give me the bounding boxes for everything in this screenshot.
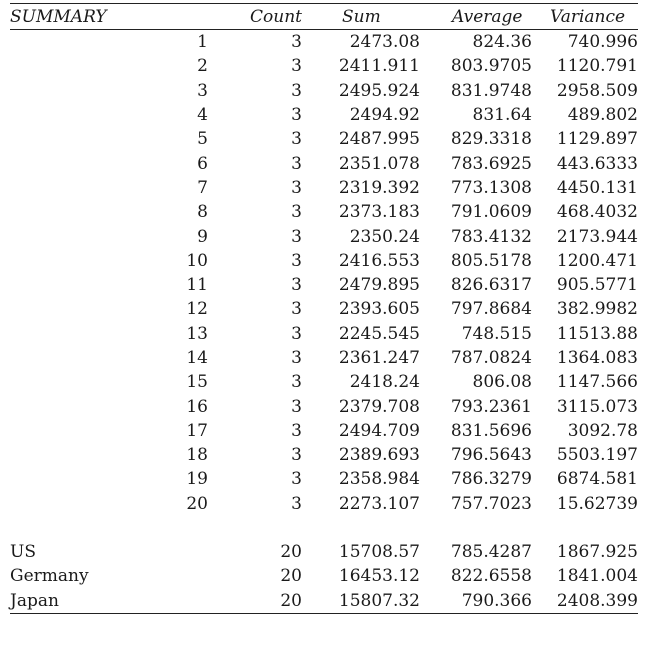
row-variance-cell: 15.62739 xyxy=(556,493,638,514)
group-row xyxy=(10,540,638,564)
header-blank xyxy=(140,4,208,30)
group-average-cell: 790.366 xyxy=(420,589,532,614)
row-label-cell: 19 xyxy=(186,469,208,490)
blank-cell xyxy=(10,176,140,200)
row-variance-cell: 1364.083 xyxy=(556,348,638,368)
group-sum-cell: 15708.57 xyxy=(338,542,420,563)
row-average-cell: 805.5178 xyxy=(450,250,532,271)
group-row xyxy=(10,564,638,588)
blank-cell xyxy=(10,370,140,394)
group-variance-cell: 1867.925 xyxy=(556,542,638,563)
table-row xyxy=(10,394,638,418)
blank-cell xyxy=(10,322,140,346)
row-count-cell: 3 xyxy=(291,323,302,344)
blank-cell xyxy=(10,200,140,224)
header-summary: SUMMARY xyxy=(10,6,107,27)
blank-cell xyxy=(10,394,140,418)
row-count-cell: 3 xyxy=(291,105,302,126)
row-variance-cell: 443.6333 xyxy=(556,153,638,174)
table-row xyxy=(10,176,638,200)
row-variance-cell: 468.4032 xyxy=(556,202,638,223)
row-count-cell: 3 xyxy=(291,32,302,53)
row-label-cell: 14 xyxy=(186,348,208,368)
table-row xyxy=(10,151,638,175)
row-count-cell: 3 xyxy=(291,226,302,247)
row-label-cell: 15 xyxy=(186,372,208,393)
spacer-cell xyxy=(10,516,638,540)
row-average-cell: 831.5696 xyxy=(450,420,532,441)
row-sum-cell: 2494.709 xyxy=(338,420,420,441)
row-average-cell: 829.3318 xyxy=(450,129,532,150)
row-variance-cell: 11513.88 xyxy=(556,323,638,344)
row-count-cell: 3 xyxy=(291,469,302,490)
row-variance-cell: 382.9982 xyxy=(556,299,638,320)
table-row xyxy=(10,322,638,346)
group-average-cell: 785.4287 xyxy=(450,542,532,563)
row-count-cell: 3 xyxy=(291,80,302,101)
row-sum-cell: 2350.24 xyxy=(349,226,420,247)
row-variance-cell: 1200.471 xyxy=(556,250,638,271)
group-label-cell: Japan xyxy=(10,589,208,614)
table-row xyxy=(10,54,638,78)
blank-cell xyxy=(10,127,140,151)
row-label-cell: 18 xyxy=(186,445,208,466)
row-sum-cell: 2393.605 xyxy=(338,299,420,320)
group-count-cell: 20 xyxy=(280,566,302,587)
blank-cell xyxy=(10,297,140,321)
row-variance-cell: 5503.197 xyxy=(556,445,638,466)
row-label-cell: 20 xyxy=(186,493,208,514)
blank-cell xyxy=(10,467,140,491)
header-sum-cell xyxy=(302,4,420,30)
row-variance-cell: 489.802 xyxy=(567,105,638,126)
blank-cell xyxy=(10,273,140,297)
table-row xyxy=(10,224,638,248)
blank-cell xyxy=(10,249,140,273)
table-row xyxy=(10,443,638,467)
header-average-cell xyxy=(420,4,532,30)
row-average-cell: 796.5643 xyxy=(450,445,532,466)
row-sum-cell: 2495.924 xyxy=(338,80,420,101)
table-row xyxy=(10,249,638,273)
row-average-cell: 797.8684 xyxy=(450,299,532,320)
row-count-cell: 3 xyxy=(291,396,302,417)
row-sum-cell: 2361.247 xyxy=(338,348,420,368)
row-sum-cell: 2379.708 xyxy=(338,396,420,417)
row-average-cell: 773.1308 xyxy=(450,177,532,198)
row-count-cell: 3 xyxy=(291,129,302,150)
row-variance-cell: 2958.509 xyxy=(556,80,638,101)
blank-cell xyxy=(10,151,140,175)
table-row xyxy=(10,79,638,103)
group-sum-cell: 15807.32 xyxy=(302,589,420,614)
row-count-cell: 3 xyxy=(291,372,302,393)
row-label-cell: 13 xyxy=(186,323,208,344)
row-label-cell: 4 xyxy=(197,105,208,126)
group-row xyxy=(10,589,638,614)
row-label-cell: 1 xyxy=(197,32,208,53)
row-average-cell: 803.9705 xyxy=(450,56,532,77)
row-label-cell: 17 xyxy=(186,420,208,441)
row-variance-cell: 905.5771 xyxy=(556,275,638,296)
row-variance-cell: 6874.581 xyxy=(556,469,638,490)
table-row xyxy=(10,346,638,370)
group-average-cell: 822.6558 xyxy=(450,566,532,587)
header-average: Average xyxy=(452,6,523,27)
row-count-cell: 3 xyxy=(291,56,302,77)
group-variance-cell: 1841.004 xyxy=(556,566,638,587)
row-count-cell: 3 xyxy=(291,250,302,271)
row-average-cell: 748.515 xyxy=(461,323,532,344)
row-sum-cell: 2418.24 xyxy=(349,372,420,393)
header-variance-cell xyxy=(532,4,638,30)
row-count-cell: 3 xyxy=(291,348,302,368)
group-variance-cell: 2408.399 xyxy=(532,589,638,614)
row-average-cell: 824.36 xyxy=(472,32,532,53)
row-average-cell: 793.2361 xyxy=(450,396,532,417)
table-row xyxy=(10,103,638,127)
row-count-cell: 3 xyxy=(291,153,302,174)
row-average-cell: 791.0609 xyxy=(450,202,532,223)
row-label-cell: 2 xyxy=(197,56,208,77)
row-average-cell: 831.64 xyxy=(472,105,532,126)
row-sum-cell: 2479.895 xyxy=(338,275,420,296)
summary-table-container xyxy=(10,3,638,614)
group-label-cell: Germany xyxy=(10,566,89,587)
table-row xyxy=(10,273,638,297)
row-sum-cell: 2319.392 xyxy=(338,177,420,198)
table-row xyxy=(10,200,638,224)
blank-cell xyxy=(10,224,140,248)
row-variance-cell: 4450.131 xyxy=(556,177,638,198)
row-label-cell: 5 xyxy=(197,129,208,150)
row-sum-cell: 2416.553 xyxy=(338,250,420,271)
row-count-cell: 3 xyxy=(291,275,302,296)
row-variance-cell: 3115.073 xyxy=(556,396,638,417)
table-row xyxy=(10,419,638,443)
row-sum-cell: 2373.183 xyxy=(338,202,420,223)
row-average-cell: 783.6925 xyxy=(450,153,532,174)
blank-cell xyxy=(10,103,140,127)
blank-cell xyxy=(10,79,140,103)
row-count-cell: 3 xyxy=(291,202,302,223)
row-variance-cell: 1147.566 xyxy=(556,372,638,393)
row-count-cell: 3 xyxy=(291,420,302,441)
anova-summary-table xyxy=(10,3,638,614)
group-count-cell: 20 xyxy=(208,589,302,614)
row-variance-cell: 1120.791 xyxy=(556,56,638,77)
row-average-cell: 757.7023 xyxy=(450,493,532,514)
header-count: Count xyxy=(250,6,302,27)
row-label-cell: 9 xyxy=(197,226,208,247)
header-variance: Variance xyxy=(550,6,626,27)
header-row xyxy=(10,4,638,30)
group-count-cell: 20 xyxy=(280,542,302,563)
row-sum-cell: 2411.911 xyxy=(338,56,420,77)
row-label-cell: 10 xyxy=(186,250,208,271)
blank-cell xyxy=(10,419,140,443)
row-count-cell: 3 xyxy=(291,445,302,466)
table-row xyxy=(10,467,638,491)
group-sum-cell: 16453.12 xyxy=(338,566,420,587)
row-average-cell: 826.6317 xyxy=(450,275,532,296)
row-count-cell: 3 xyxy=(291,177,302,198)
row-variance-cell: 3092.78 xyxy=(567,420,638,441)
blank-cell xyxy=(10,443,140,467)
row-average-cell: 831.9748 xyxy=(450,80,532,101)
blank-cell xyxy=(10,492,140,516)
row-average-cell: 783.4132 xyxy=(450,226,532,247)
row-sum-cell: 2351.078 xyxy=(338,153,420,174)
row-sum-cell: 2245.545 xyxy=(338,323,420,344)
row-label-cell: 7 xyxy=(197,177,208,198)
table-body xyxy=(10,30,638,614)
row-average-cell: 806.08 xyxy=(472,372,532,393)
table-row xyxy=(10,127,638,151)
row-label-cell: 16 xyxy=(186,396,208,417)
group-label-cell: US xyxy=(10,542,36,563)
row-label-cell: 12 xyxy=(186,299,208,320)
header-sum: Sum xyxy=(342,6,381,27)
table-row xyxy=(10,492,638,516)
table-row xyxy=(10,370,638,394)
row-variance-cell: 2173.944 xyxy=(556,226,638,247)
row-sum-cell: 2358.984 xyxy=(338,469,420,490)
table-row xyxy=(10,297,638,321)
row-sum-cell: 2273.107 xyxy=(338,493,420,514)
blank-cell xyxy=(10,54,140,78)
row-sum-cell: 2494.92 xyxy=(349,105,420,126)
row-count-cell: 3 xyxy=(291,299,302,320)
row-label-cell: 3 xyxy=(197,80,208,101)
row-sum-cell: 2389.693 xyxy=(338,445,420,466)
blank-cell xyxy=(10,346,140,370)
row-label-cell: 6 xyxy=(197,153,208,174)
row-sum-cell: 2473.08 xyxy=(349,32,420,53)
blank-cell xyxy=(10,30,140,55)
row-variance-cell: 740.996 xyxy=(567,32,638,53)
row-variance-cell: 1129.897 xyxy=(556,129,638,150)
row-sum-cell: 2487.995 xyxy=(338,129,420,150)
row-average-cell: 787.0824 xyxy=(450,348,532,368)
row-average-cell: 786.3279 xyxy=(450,469,532,490)
table-row xyxy=(10,30,638,55)
row-label-cell: 11 xyxy=(186,275,208,296)
row-label-cell: 8 xyxy=(197,202,208,223)
row-count-cell: 3 xyxy=(291,493,302,514)
spacer-row xyxy=(10,516,638,540)
